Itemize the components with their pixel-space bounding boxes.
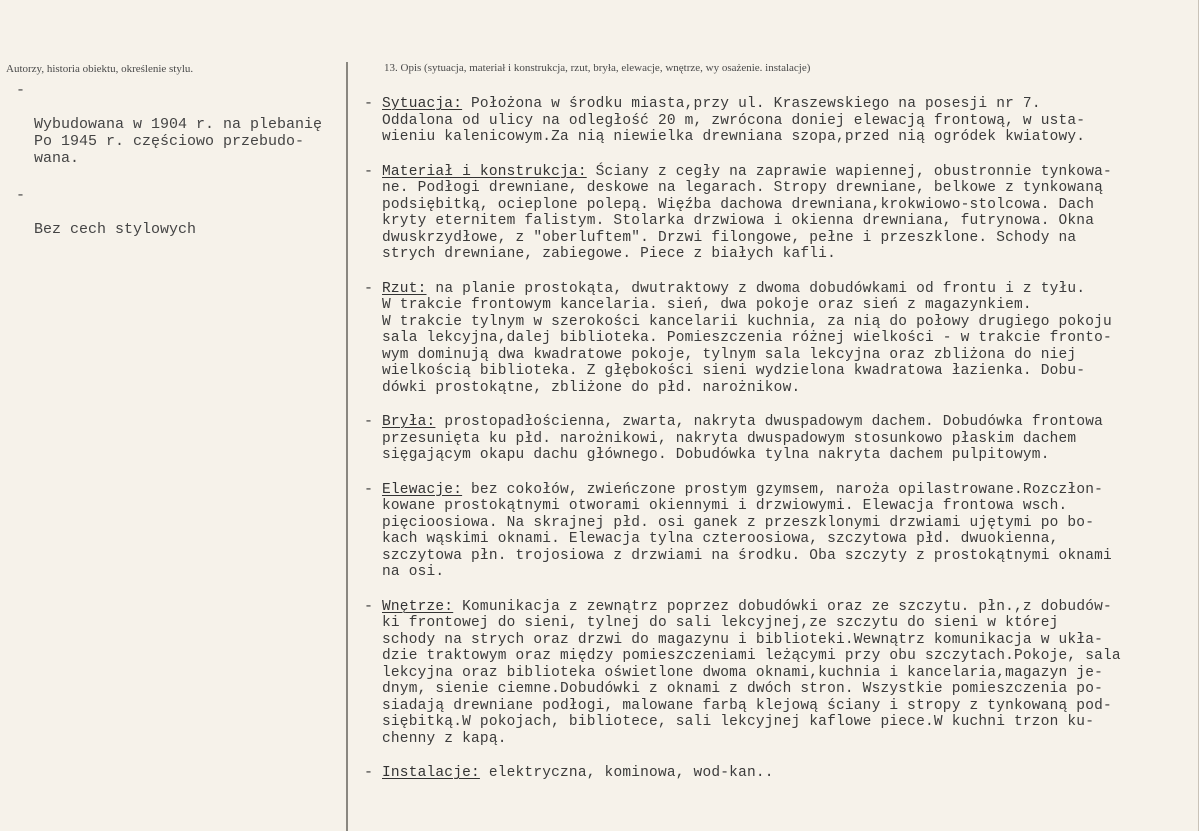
section-rzut	[364, 281, 1194, 397]
section-heading: Materiał i konstrukcja:	[382, 163, 587, 180]
section-heading: Instalacje:	[382, 765, 480, 781]
section-sytuacja	[364, 96, 1194, 146]
section-wnetrze	[364, 599, 1194, 748]
section-text: elektryczna, kominowa, wod-kan..	[479, 765, 774, 781]
bullet-dash: -	[364, 480, 374, 498]
description-column	[364, 96, 1194, 800]
history-item	[16, 82, 346, 167]
bullet-dash: -	[364, 597, 374, 615]
bullet-dash: -	[364, 95, 374, 112]
section-text: Komunikacja z zewnątrz poprzez dobudówki oraz ze szczytu. płn.,z dobudów- ki frontowej do sieni, tylnej do sali lekcyjnej,ze szczytu do sieni w której schody na strych oraz drzwi do magazynu i biblioteki.Wewnątrz komunikacja w ukła- dzie traktowym oraz między pomieszczeniami leżącymi przy obu szczytach.Pokoje, sala lekcyjna oraz biblioteka oświetlone dwoma oknami,kuchnia i kancelaria,magazyn je- dnym, sienie ciemne.Dobudówki z oknami z dwóch stron. Wszystkie pomieszczenia po- siadają drewniane podłogi, malowane farbą klejową ściany i stropy z tynkowaną pod- siębitką.W pokojach, bibliotece, sali lekcyjnej kaflowe piece.W kuchni trzon ku- chenny z kapą.	[382, 598, 1121, 747]
style-item	[16, 187, 346, 238]
section-heading: Elewacje:	[382, 481, 463, 498]
history-column	[16, 82, 346, 258]
section-heading: Wnętrze:	[382, 598, 454, 615]
right-column-header: 13. Opis (sytuacja, materiał i konstrukcja, rzut, bryła, elewacje, wnętrze, wy osażenie. instalacje)	[384, 62, 811, 74]
section-heading: Sytuacja:	[382, 96, 463, 112]
section-text: bez cokołów, zwieńczone prostym gzymsem, naroża opilastrowane.Rozczłon- kowane prostokątnymi otworami okiennymi i drzwiowymi. Elewacja frontowa wsch. pięcioosiowa. Na skrajnej płd. osi ganek z przeszklonymi drzwiami ujętymi po bo- kach wąskimi oknami. Elewacja tylna czteroosiowa, szczytowa płd. dwuokienna, szczytowa płn. trojosiowa z drzwiami na środku. Oba szczyty z prostokątnymi oknami na osi.	[382, 481, 1112, 580]
column-divider	[346, 62, 348, 831]
section-material	[364, 164, 1194, 263]
section-elewacje	[364, 482, 1194, 581]
bullet-dash: -	[364, 764, 374, 781]
section-heading: Bryła:	[382, 414, 436, 430]
section-text: Ściany z cegły na zaprawie wapiennej, obustronnie tynkowa- ne. Podłogi drewniane, deskowe na legarach. Stropy drewniane, belkowe z tynkowaną podsiębitką, ocieplone polepą. Więźba dachowa drewniana,krokwiowo-stolcowa. Dach kryty eternitem falistym. Stolarka drzwiowa i okienna drewniana, futrynowa. Okna dwuskrzydłowe, z "oberluftem". Drzwi filongowe, pełne i przeszklone. Schody na strych drewniane, zabiegowe. Piece z białych kafli.	[382, 163, 1112, 262]
section-text: prostopadłościenna, zwarta, nakryta dwuspadowym dachem. Dobudówka frontowa przesunięta ku płd. narożnikowi, nakryta dwuspadowym stosunkowo płaskim dachem sięgającym okapu dachu głównego. Dobudówka tylna nakryta dachem pulpitowym.	[382, 414, 1104, 463]
section-instalacje	[364, 765, 1194, 782]
bullet-dash: -	[16, 187, 26, 204]
section-text: na planie prostokąta, dwutraktowy z dwoma dobudówkami od frontu i z tyłu. W trakcie frontowym kancelaria. sień, dwa pokoje oraz sień z magazynkiem. W trakcie tylnym w szerokości kancelarii kuchnia, za nią do połowy drugiego pokoju sala lekcyjna,dalej biblioteka. Pomieszczenia różnej wielkości - w trakcie fronto- wym dominują dwa kwadratowe pokoje, tylnym sala lekcyjna oraz zbliżona do niej wielkością biblioteka. Z głębokości sieni wydzielona kwadratowa łazienka. Dobu- dówki prostokątne, zbliżone do płd. narożnikow.	[382, 280, 1112, 396]
left-column-header: Autorzy, historia obiektu, określenie stylu.	[6, 63, 194, 75]
bullet-dash: -	[16, 82, 26, 99]
section-heading: Rzut:	[382, 280, 427, 297]
bullet-dash: -	[364, 413, 374, 430]
history-text: Wybudowana w 1904 r. na plebanię Po 1945 r. częściowo przebudo- wana.	[34, 116, 323, 167]
bullet-dash: -	[364, 162, 374, 180]
style-text: Bez cech stylowych	[34, 221, 197, 238]
bullet-dash: -	[364, 279, 374, 297]
section-bryla	[364, 414, 1194, 464]
section-text: Położona w środku miasta,przy ul. Kraszewskiego na posesji nr 7. Oddalona od ulicy na odległość 20 m, zwrócona doniej elewacją frontową, w usta- wieniu kalenicowym.Za nią niewielka drewniana szopa,przed nią ogródek kwiatowy.	[382, 96, 1086, 145]
